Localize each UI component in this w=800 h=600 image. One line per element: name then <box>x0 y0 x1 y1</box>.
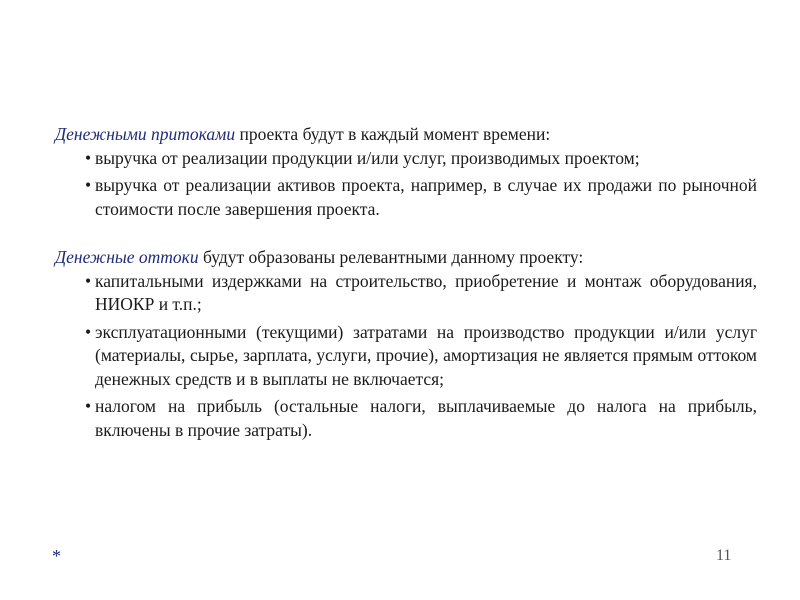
list-item <box>55 174 757 221</box>
slide-number: 11 <box>716 547 732 564</box>
footer-marker: * <box>52 546 61 566</box>
list-item <box>55 395 757 442</box>
inflows-list <box>55 147 757 222</box>
bullet-icon: • <box>85 396 92 416</box>
list-item <box>55 270 757 317</box>
outflows-list <box>55 270 757 443</box>
bullet-icon: • <box>85 270 92 291</box>
outflows-item-2-text: налогом на прибыль (остальные налоги, выплачиваемые до налога на прибыль, включены в прочие затраты). <box>95 396 757 440</box>
inflows-item-1-text: выручка от реализации активов проекта, например, в случае их продажи по рыночной стоимости после завершения проекта. <box>95 175 757 219</box>
inflows-intro <box>55 123 757 147</box>
inflows-term: Денежными притоками <box>55 124 236 144</box>
slide-content <box>55 123 757 446</box>
section-gap <box>55 225 757 246</box>
outflows-intro-text: будут образованы релевантными данному проекту: <box>198 247 584 267</box>
outflows-item-1-text: эксплуатационными (текущими) затратами на производство продукции и/или услуг (материалы, сырье, зарплата, услуги, прочие), амортизация не является прямым оттоком денежных средств и в выплаты не включается; <box>95 321 757 389</box>
outflows-intro <box>55 246 757 270</box>
inflows-item-0-text: выручка от реализации продукции и/или услуг, производимых проектом; <box>95 147 640 168</box>
list-item <box>55 321 757 392</box>
bullet-icon: • <box>85 175 92 195</box>
outflows-item-0-text: капитальными издержками на строительство, приобретение и монтаж оборудования, НИОКР и т.п.; <box>95 270 757 314</box>
bullet-icon: • <box>85 321 92 342</box>
inflows-intro-text: проекта будут в каждый момент времени: <box>235 124 551 144</box>
bullet-icon: • <box>85 147 92 168</box>
outflows-term: Денежные оттоки <box>55 247 199 267</box>
list-item <box>55 147 757 171</box>
